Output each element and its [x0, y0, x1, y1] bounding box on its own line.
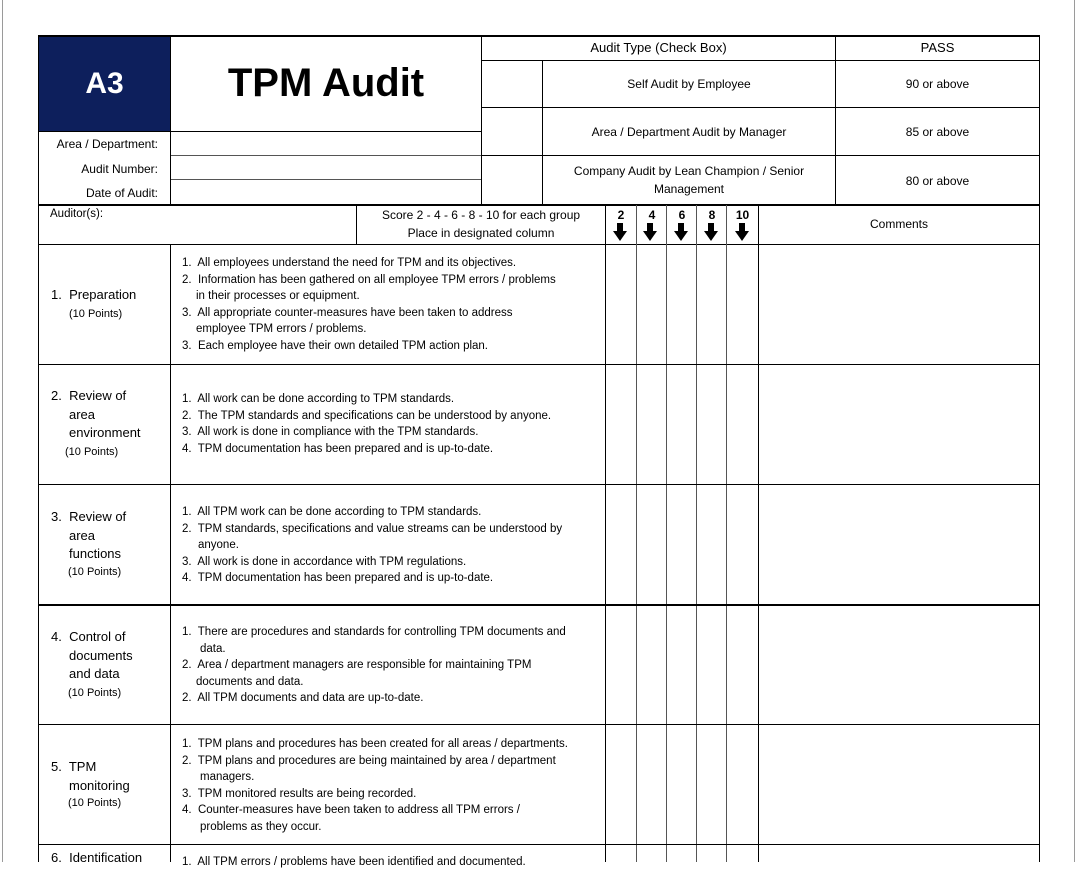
pass-heading: PASS: [920, 40, 955, 55]
grid-line: [38, 204, 1040, 206]
grid-line: [666, 205, 667, 862]
list-item: 1. All TPM errors / problems have been identified and documented.: [182, 856, 526, 868]
list-item: 2. Information has been gathered on all employee TPM errors / problems: [182, 273, 556, 286]
table-border: [1039, 35, 1040, 862]
section-3-points: (10 Points): [68, 566, 122, 578]
grid-line: [481, 107, 1040, 108]
section-1-points: (10 Points): [69, 308, 123, 320]
comments-cell[interactable]: [759, 725, 1039, 844]
pass-score-company: 80 or above: [905, 174, 970, 188]
score-column-6: 6: [678, 208, 686, 222]
grid-line: [38, 604, 1040, 606]
comments-heading: Comments: [869, 217, 928, 231]
pass-score-self: 90 or above: [905, 77, 970, 91]
list-item-continuation: documents and data.: [196, 675, 304, 688]
arrow-down-icon: [704, 223, 718, 241]
pass-score-manager: 85 or above: [905, 125, 970, 139]
list-item: 2. The TPM standards and specifications can be understood by anyone.: [182, 409, 552, 422]
grid-line: [38, 244, 1040, 245]
comments-cell[interactable]: [759, 605, 1039, 724]
list-item-continuation: data.: [200, 642, 226, 655]
grid-line: [542, 60, 543, 205]
section-2-points: (10 Points): [65, 446, 119, 458]
score-cell[interactable]: [667, 245, 696, 364]
section-5-criteria: [182, 736, 568, 835]
section-5-points: (10 Points): [68, 797, 122, 809]
area-department-field[interactable]: [171, 132, 480, 155]
arrow-down-icon: [643, 223, 657, 241]
section-2-criteria: [182, 391, 551, 457]
score-instruction-line1: Score 2 - 4 - 6 - 8 - 10 for each group: [381, 208, 581, 222]
date-of-audit-field[interactable]: [171, 180, 480, 204]
arrow-down-icon: [613, 223, 627, 241]
score-column-8: 8: [708, 208, 716, 222]
list-item: 2. All TPM documents and data are up-to-date.: [182, 692, 424, 704]
comments-cell[interactable]: [759, 365, 1039, 484]
list-item: 1. All work can be done according to TPM standards.: [182, 393, 455, 405]
grid-line: [171, 179, 481, 180]
page-edge-right: [1074, 0, 1075, 862]
list-item-continuation: problems as they occur.: [200, 820, 322, 833]
score-cell[interactable]: [697, 245, 726, 364]
list-item: 3. TPM monitored results are being recorded.: [182, 787, 417, 800]
auditors-field[interactable]: [120, 206, 356, 244]
grid-line: [481, 60, 1040, 61]
company-audit-checkbox[interactable]: [482, 156, 542, 204]
score-column-2: 2: [617, 208, 625, 222]
section-6-title: 6. Identification: [51, 850, 143, 865]
score-column-4: 4: [648, 208, 656, 222]
grid-line: [481, 155, 1040, 156]
list-item: 1. All employees understand the need for TPM and its objectives.: [182, 257, 517, 269]
list-item: 4. Counter-measures have been taken to address all TPM errors /: [182, 804, 520, 816]
section-2-title: 2. Review of area environment: [51, 388, 141, 440]
section-1-criteria: [182, 255, 556, 354]
list-item: 3. All work is done in accordance with TPM regulations.: [182, 555, 467, 568]
section-6-criteria: [182, 854, 526, 871]
grid-line: [38, 484, 1040, 485]
field-label-area: Area / Department:: [56, 137, 158, 151]
grid-line: [38, 844, 1040, 845]
grid-line: [171, 155, 481, 156]
score-cell[interactable]: [727, 245, 758, 364]
audit-type-manager: Area / Department Audit by Manager: [591, 125, 787, 139]
list-item: 4. TPM documentation has been prepared and is up-to-date.: [182, 572, 494, 584]
grid-line: [758, 205, 759, 862]
table-border: [38, 35, 1040, 37]
audit-type-company-line2: Management: [653, 182, 725, 196]
score-cell[interactable]: [606, 245, 636, 364]
table-border: [38, 35, 39, 862]
section-4-points: (10 Points): [68, 687, 122, 699]
grid-line: [726, 205, 727, 862]
list-item-continuation: managers.: [200, 771, 255, 783]
auditors-label: Auditor(s):: [50, 208, 104, 220]
grid-line: [38, 724, 1040, 725]
self-audit-checkbox[interactable]: [482, 61, 542, 107]
manager-audit-checkbox[interactable]: [482, 108, 542, 155]
section-4-title: 4. Control of documents and data: [51, 629, 133, 681]
section-1-title: 1. Preparation: [51, 287, 137, 302]
list-item: 3. Each employee have their own detailed TPM action plan.: [182, 339, 488, 352]
arrow-down-icon: [735, 223, 749, 241]
list-item: 3. All work is done in compliance with the TPM standards.: [182, 426, 479, 438]
grid-line: [170, 244, 171, 862]
list-item: 3. All appropriate counter-measures have been taken to address: [182, 306, 513, 319]
grid-line: [38, 364, 1040, 365]
section-3-criteria: [182, 504, 562, 587]
list-item-continuation: in their processes or equipment.: [196, 290, 360, 302]
a3-badge: A3: [39, 36, 170, 131]
grid-line: [696, 205, 697, 862]
page-edge-left: [2, 0, 3, 862]
page-title: TPM Audit: [227, 61, 425, 105]
list-item: 2. TPM standards, specifications and value streams can be understood by: [182, 522, 563, 535]
field-label-audit-number: Audit Number:: [81, 162, 158, 176]
grid-line: [356, 205, 357, 245]
grid-line: [636, 205, 637, 862]
score-instruction-line2: Place in designated column: [407, 226, 555, 240]
audit-type-heading: Audit Type (Check Box): [590, 40, 727, 55]
list-item: 1. There are procedures and standards for controlling TPM documents and: [182, 626, 566, 638]
score-column-10: 10: [735, 208, 750, 222]
score-cell[interactable]: [637, 245, 666, 364]
audit-number-field[interactable]: [171, 156, 480, 179]
grid-line: [605, 205, 606, 862]
comments-cell[interactable]: [759, 485, 1039, 604]
section-4-criteria: [182, 624, 566, 707]
section-3-title: 3. Review of area functions: [51, 509, 127, 561]
list-item: 1. All TPM work can be done according to TPM standards.: [182, 506, 482, 518]
list-item-continuation: employee TPM errors / problems.: [196, 323, 367, 335]
list-item: 1. TPM plans and procedures has been created for all areas / departments.: [182, 738, 568, 750]
arrow-down-icon: [674, 223, 688, 241]
list-item: 2. TPM plans and procedures are being maintained by area / department: [182, 754, 556, 767]
section-5-title: 5. TPM monitoring: [51, 759, 130, 793]
list-item: 4. TPM documentation has been prepared and is up-to-date.: [182, 442, 494, 455]
field-label-date: Date of Audit:: [85, 186, 158, 200]
grid-line: [38, 131, 481, 132]
list-item: 2. Area / department managers are responsible for maintaining TPM: [182, 659, 532, 671]
audit-type-self: Self Audit by Employee: [627, 77, 751, 91]
list-item-continuation: anyone.: [198, 539, 239, 551]
comments-cell[interactable]: [759, 245, 1039, 364]
audit-type-company-line1: Company Audit by Lean Champion / Senior: [573, 164, 805, 178]
